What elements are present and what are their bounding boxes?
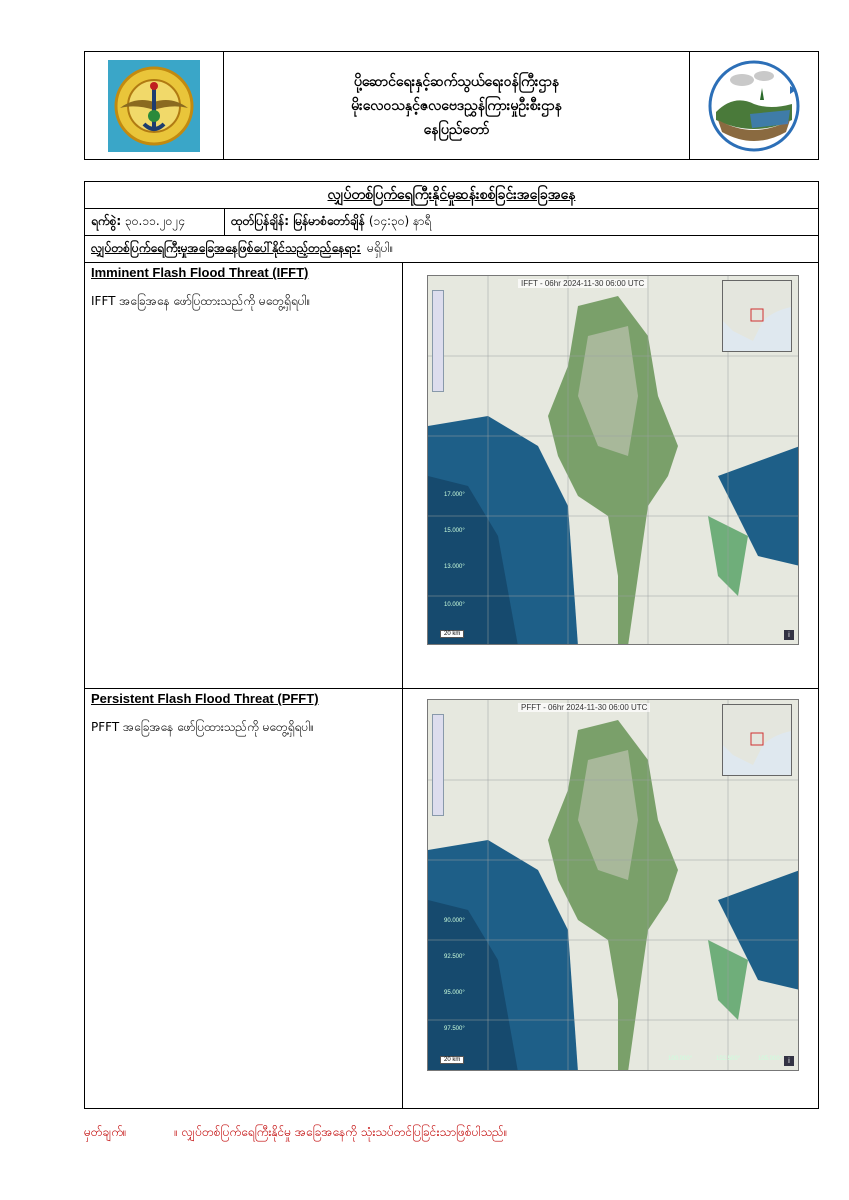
ministry-emblem-icon [106, 58, 202, 154]
note-label: မှတ်ချက်။ [84, 1125, 127, 1139]
date-cell [85, 209, 225, 235]
map-zoom-slider[interactable] [432, 714, 444, 816]
city-name: နေပြည်တော် [423, 121, 490, 138]
lon-tick: 105.000° [758, 1056, 783, 1062]
pfft-map-label: PFFT - 06hr 2024-11-30 06:00 UTC [518, 703, 650, 712]
ifft-map-inset [722, 280, 792, 352]
ifft-map-label: IFFT - 06hr 2024-11-30 06:00 UTC [518, 279, 647, 288]
department-name: မိုးလေဝသနှင့်ဇလဗေဒညွှန်ကြားမှုဦးစီးဌာန [351, 97, 562, 114]
lon-tick: 100.000° [668, 1056, 693, 1062]
ifft-heading: Imminent Flash Flood Threat (IFFT) [91, 265, 309, 280]
document-header [84, 51, 819, 160]
pfft-map [427, 699, 799, 1071]
bulletin-title: လျှပ်တစ်ပြက်ရေကြီးနိုင်မှုဆန်းစစ်ခြင်းအခြေအနေ [85, 182, 818, 209]
location-label: လျှပ်တစ်ပြက်ရေကြီးမှုအခြေအနေဖြစ်ပေါ်နိုင်သည့်တည်နေရာ: [91, 241, 361, 255]
pfft-map-inset [722, 704, 792, 776]
pfft-description [85, 689, 403, 1108]
bulletin-meta-row [85, 209, 818, 236]
location-value: မရှိပါ။ [366, 241, 394, 255]
pfft-section [85, 689, 818, 1108]
pfft-heading: Persistent Flash Flood Threat (PFFT) [91, 691, 319, 706]
lat-tick: 15.000° [444, 528, 465, 534]
lat-tick: 10.000° [444, 602, 465, 608]
ifft-description [85, 263, 403, 688]
map-scale-bar: 20 km [440, 1056, 464, 1064]
map-info-icon[interactable]: i [784, 1056, 794, 1066]
ifft-section [85, 263, 818, 689]
lon-tick: 95.000° [444, 990, 465, 996]
date-label: ရက်စွဲ: [91, 214, 122, 228]
issue-time-cell [225, 213, 431, 231]
lon-tick: 97.500° [444, 1026, 465, 1032]
issue-time-value: (၁၄:၃၀) နာရီ [368, 214, 432, 228]
lon-tick: 90.000° [444, 918, 465, 924]
ministry-name: ပို့ဆောင်ရေးနှင့်ဆက်သွယ်ရေးဝန်ကြီးဌာန [353, 73, 560, 90]
map-info-icon[interactable]: i [784, 630, 794, 640]
header-titles [224, 52, 689, 159]
issue-time-label: ထုတ်ပြန်ချိန်: မြန်မာစံတော်ချိန် [231, 214, 365, 228]
pfft-text: PFFT အခြေအနေ ဖော်ပြထားသည်ကို မတွေ့ရှိရပါ။ [91, 720, 314, 734]
lat-tick: 13.000° [444, 564, 465, 570]
lon-tick: 102.500° [716, 1056, 741, 1062]
lat-tick: 17.000° [444, 492, 465, 498]
map-zoom-slider[interactable] [432, 290, 444, 392]
note-text: ။ လျှပ်တစ်ပြက်ရေကြီးနိုင်မှု အခြေအနေကို သုံးသပ်တင်ပြခြင်းသာဖြစ်ပါသည်။ [174, 1125, 508, 1139]
ifft-text: IFFT အခြေအနေ ဖော်ပြထားသည်ကို မတွေ့ရှိရပါ။ [91, 294, 311, 308]
lon-tick: 92.500° [444, 954, 465, 960]
dmh-logo-cell [689, 52, 818, 159]
location-row [85, 236, 818, 263]
ministry-logo-cell [85, 52, 224, 159]
footer-note [84, 1124, 507, 1142]
map-scale-bar: 20 km [440, 630, 464, 638]
hydrology-logo-icon [706, 58, 802, 154]
date-value: ၃၀.၁၁.၂၀၂၄ [125, 214, 185, 228]
bulletin-table [84, 181, 819, 1109]
ifft-map [427, 275, 799, 645]
